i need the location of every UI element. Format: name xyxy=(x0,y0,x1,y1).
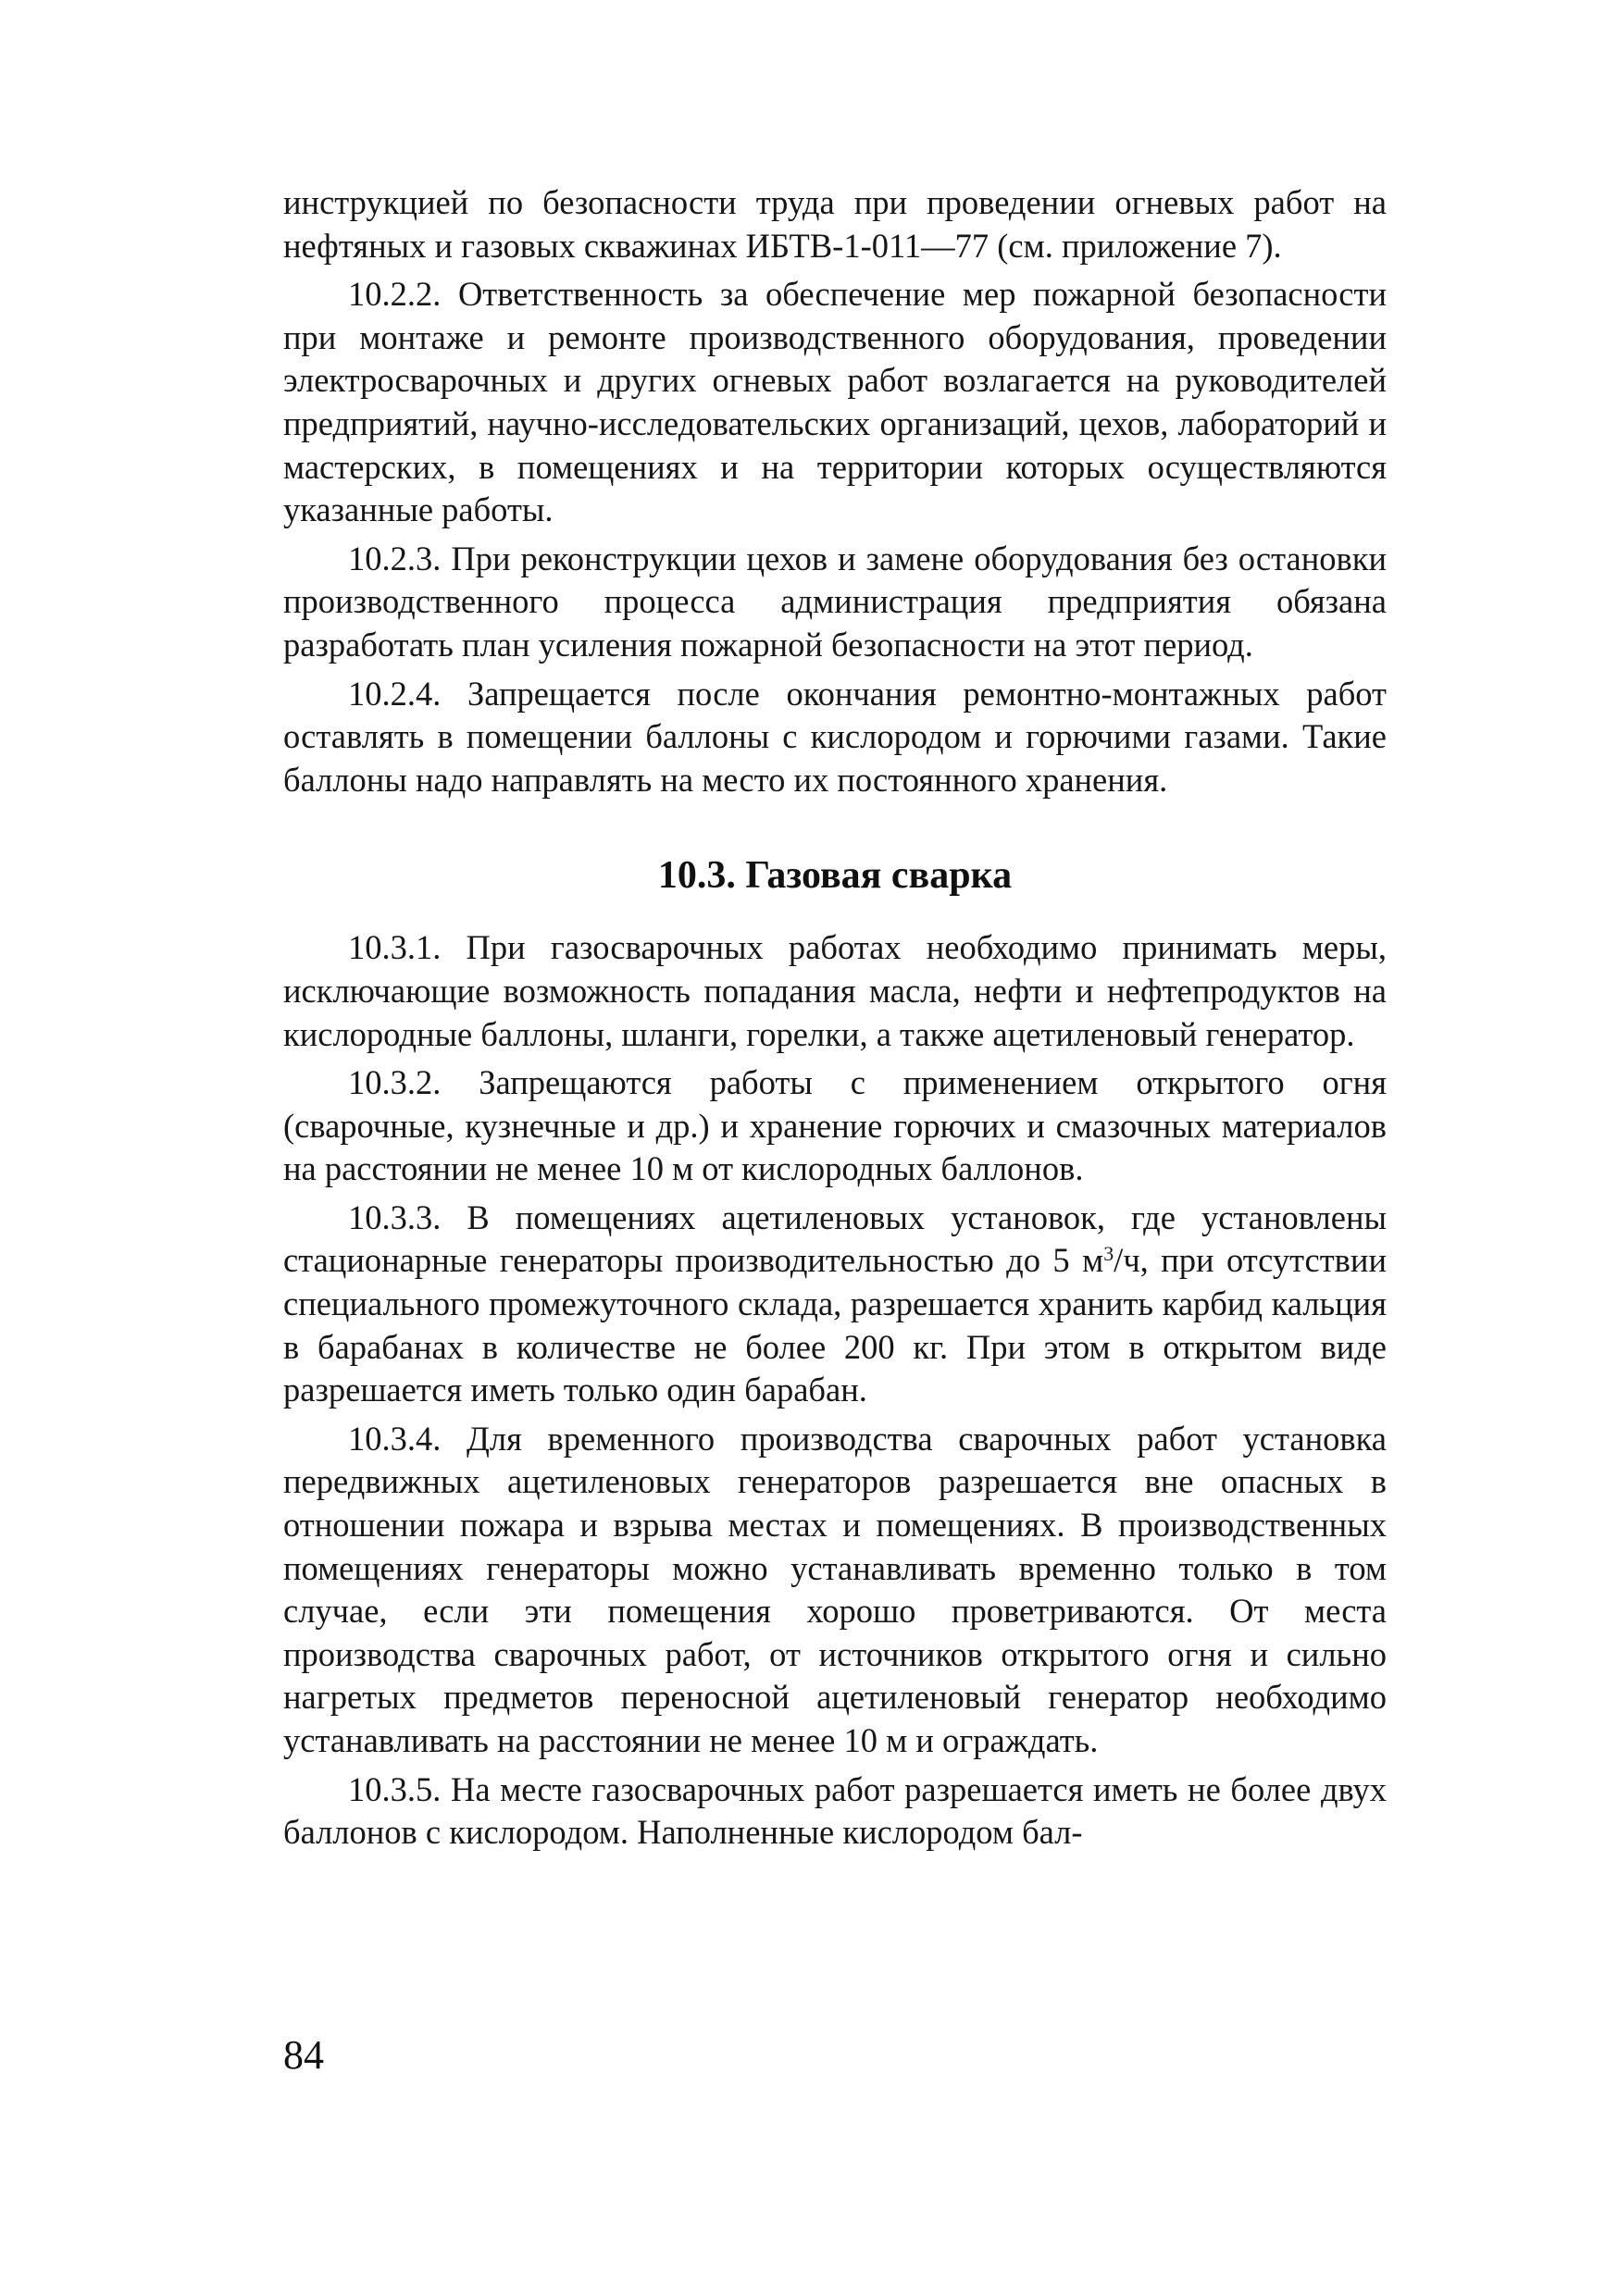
paragraph-number: 10.3.3. xyxy=(348,1198,442,1236)
paragraph-number: 10.2.4. xyxy=(348,674,442,713)
paragraph-text: Ответственность за обеспечение мер пожарной безопасности при монтаже и ремонте производственного оборудования, проведении электросварочных и других огневых работ возлагается на руководителей предприятий, научно-исследовательских организаций, цехов, лабораторий и мастерских, в помещениях и на территории которых осуществляются указанные работы. xyxy=(283,275,1387,529)
paragraph-10-2-4 xyxy=(283,673,1387,802)
paragraph-10-2-2 xyxy=(283,273,1387,532)
paragraph-number: 10.3.4. xyxy=(348,1419,442,1458)
body-text xyxy=(283,181,1387,1860)
paragraph-number: 10.2.3. xyxy=(348,539,442,577)
paragraph-text: При реконструкции цехов и замене оборудования без остановки производственного процесса администрация предприятия обязана разработать план усиления пожарной безопасности на этот период. xyxy=(283,539,1387,664)
paragraph-10-3-2 xyxy=(283,1061,1387,1191)
paragraph-number: 10.3.2. xyxy=(348,1063,442,1102)
intro-text: инструкцией по безопасности труда при проведении огневых работ на нефтяных и газовых скважинах ИБТВ-1-011—77 (см. приложение 7). xyxy=(283,183,1387,265)
paragraph-10-3-5 xyxy=(283,1769,1387,1855)
paragraph-text: Запрещается после окончания ремонтно-монтажных работ оставлять в помещении баллоны с кислородом и горючими газами. Такие баллоны надо направлять на место их постоянного хранения. xyxy=(283,674,1388,799)
section-heading xyxy=(283,852,1387,899)
paragraph-text: При газосварочных работах необходимо принимать меры, исключающие возможность попадания масла, нефти и нефтепродуктов на кислородные баллоны, шланги, горелки, а также ацетиленовый генератор. xyxy=(283,928,1387,1053)
intro-paragraph xyxy=(283,181,1387,267)
superscript-cubed: 3 xyxy=(1103,1242,1114,1266)
paragraph-10-3-4 xyxy=(283,1418,1387,1763)
paragraph-number: 10.3.5. xyxy=(348,1769,442,1808)
section-heading-number: 10.3. xyxy=(657,854,736,898)
paragraph-text-before-superscript: В помещениях ацетиленовых установок, где установлены стационарные генераторы производительностью до 5 м xyxy=(283,1198,1388,1280)
paragraph-10-3-3 xyxy=(283,1197,1387,1412)
paragraph-text: Запрещаются работы с применением открытого огня (сварочные, кузнечные и др.) и хранение горючих и смазочных материалов на расстоянии не менее 10 м от кислородных баллонов. xyxy=(283,1063,1388,1188)
section-heading-title: Газовая сварка xyxy=(745,854,1013,898)
paragraph-number: 10.2.2. xyxy=(348,275,442,314)
paragraph-text: На месте газосварочных работ разрешается иметь не более двух баллонов с кислородом. Наполненные кислородом бал- xyxy=(283,1769,1387,1852)
paragraph-number: 10.3.1. xyxy=(348,928,442,967)
paragraph-10-3-1 xyxy=(283,926,1387,1056)
paragraph-text: Для временного производства сварочных работ установка передвижных ацетиленовых генераторов разрешается вне опасных в отношении пожара и взрыва местах и помещениях. В производственных помещениях генераторы можно устанавливать временно только в том случае, если эти помещения хорошо проветриваются. От места производства сварочных работ, от источников открытого огня и сильно нагретых предметов переносной ацетиленовый генератор необходимо устанавливать на расстоянии не менее 10 м и ограждать. xyxy=(283,1419,1388,1759)
paragraph-text-after-superscript: /ч, при отсутствии специального промежуточного склада, разрешается хранить карбид кальция в барабанах в количестве не более 200 кг. При этом в открытом виде разрешается иметь только один барабан. xyxy=(283,1241,1387,1409)
paragraph-10-2-3 xyxy=(283,538,1387,667)
page-number: 84 xyxy=(283,2032,324,2078)
